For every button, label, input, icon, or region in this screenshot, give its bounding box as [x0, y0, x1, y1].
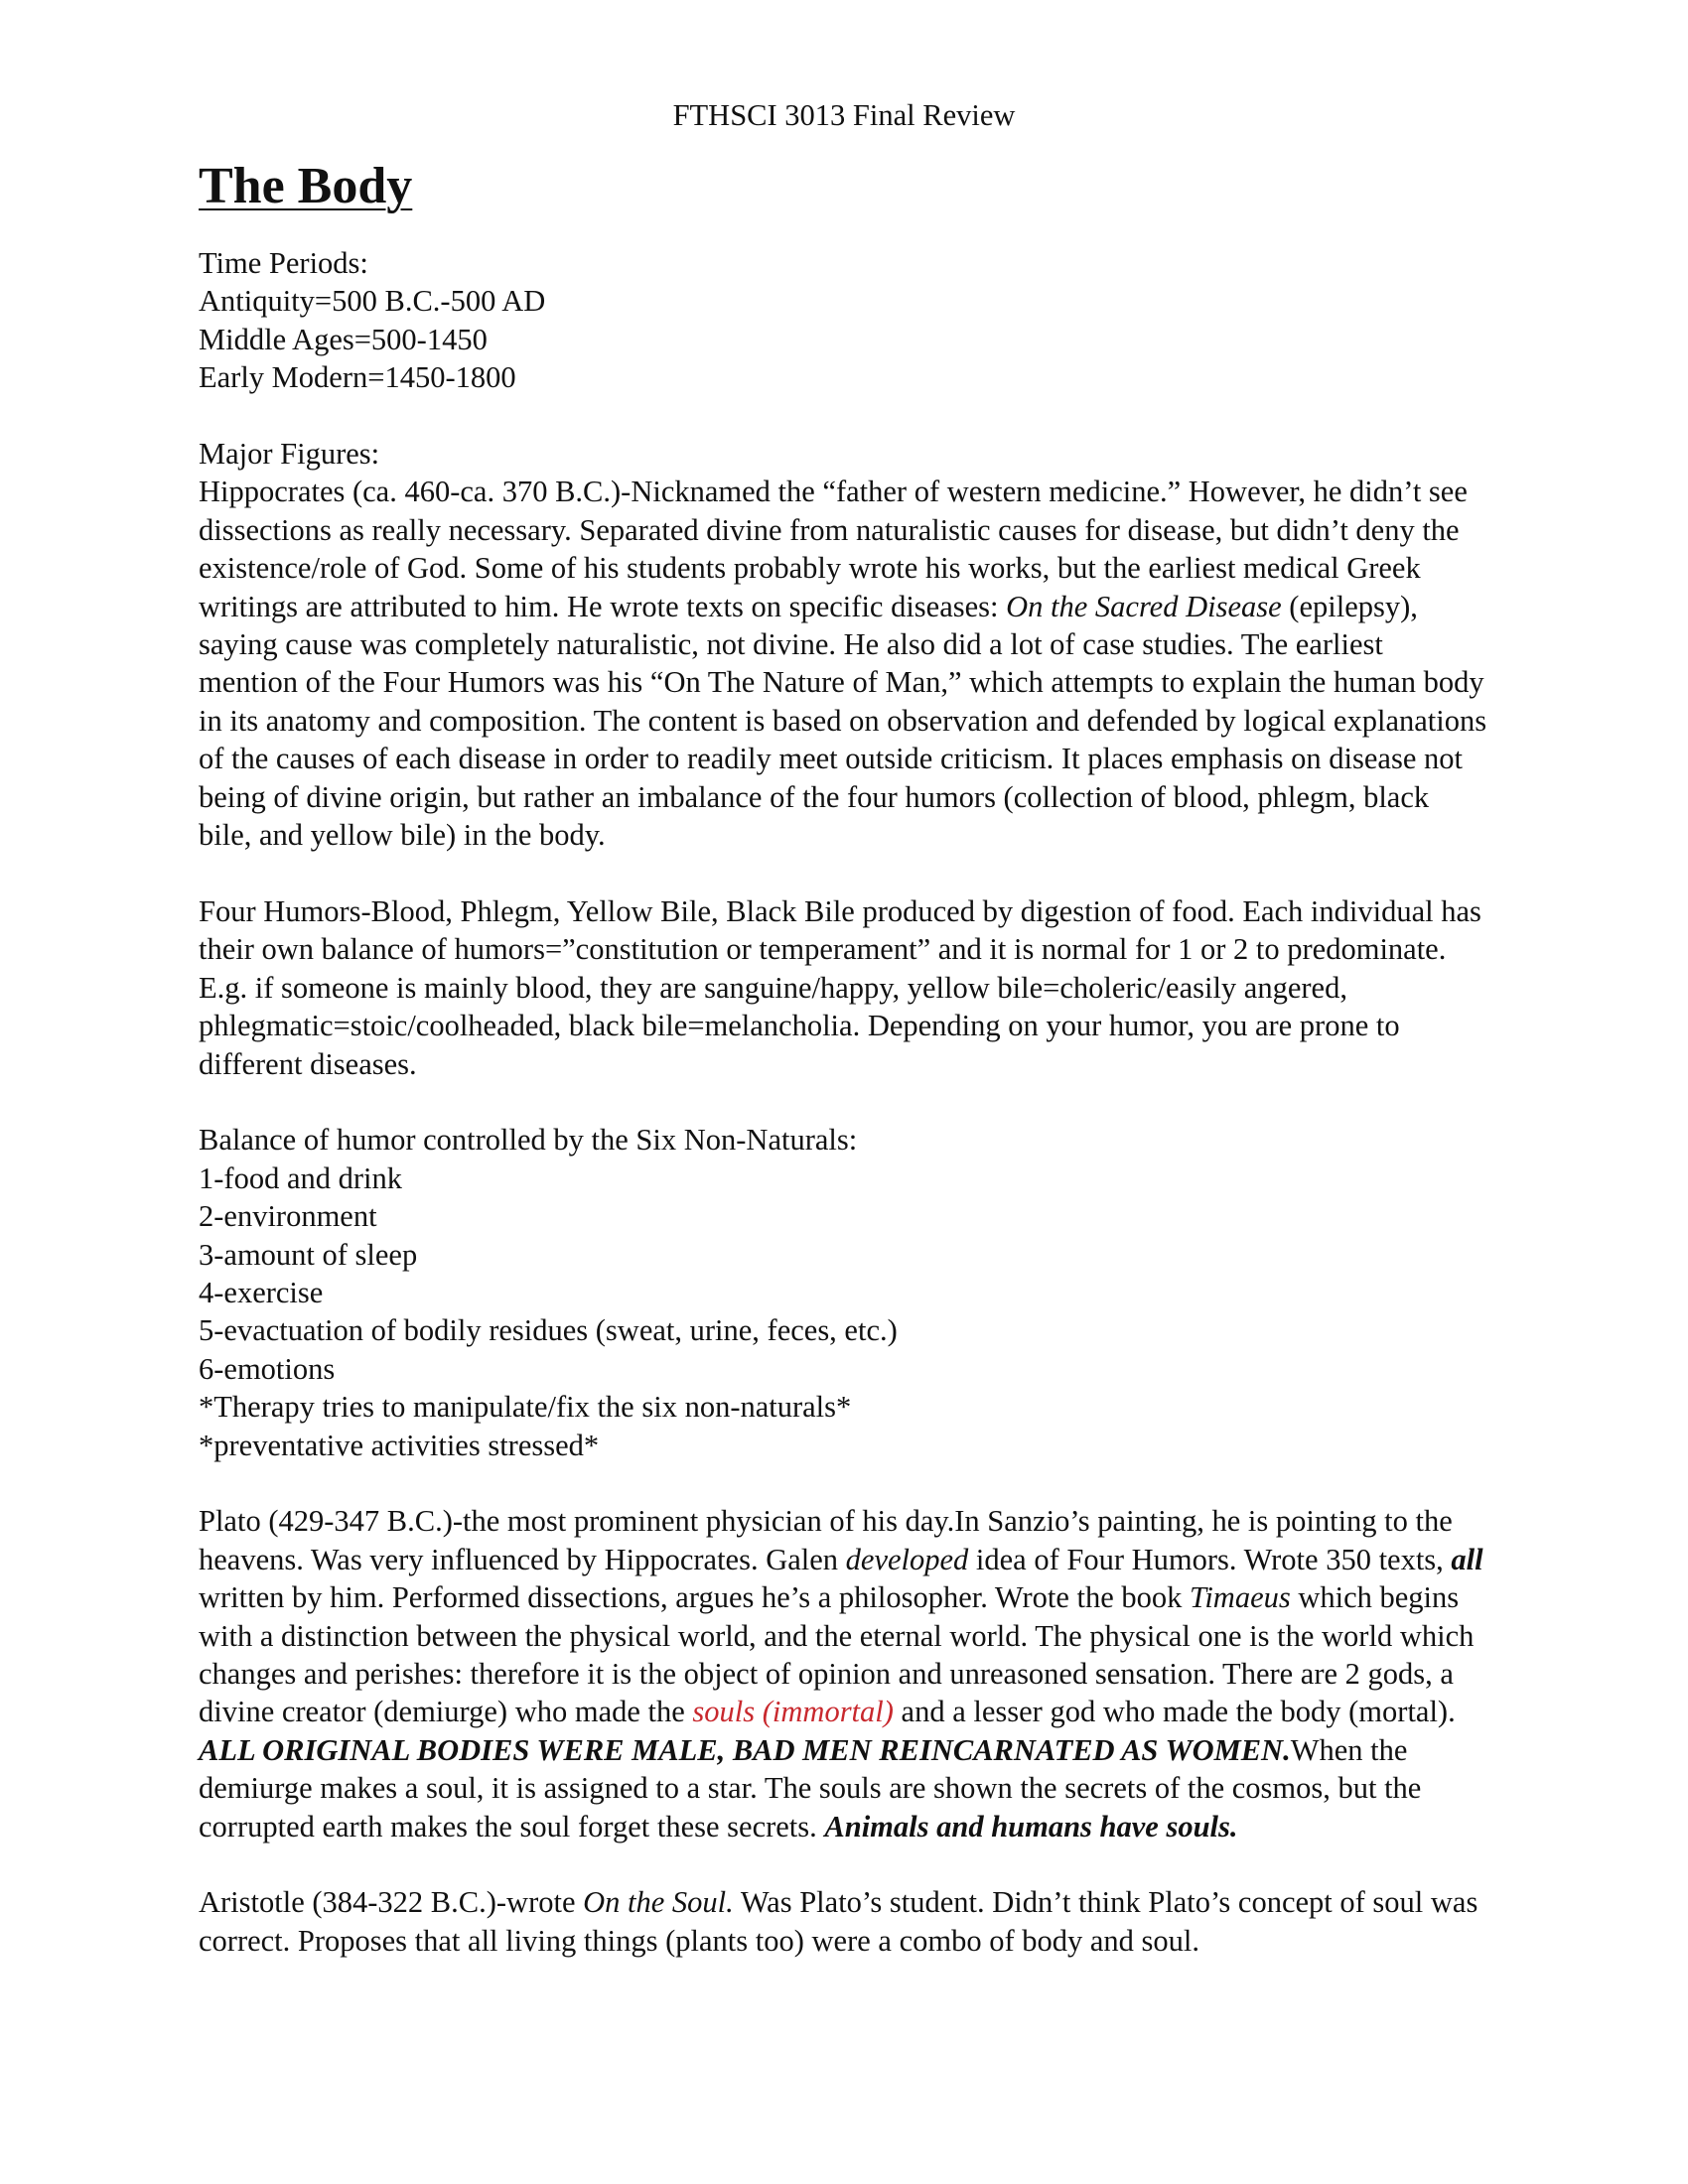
non-natural-item: 4-exercise [199, 1275, 324, 1309]
time-period-item: Middle Ages=500-1450 [199, 322, 488, 356]
plato-paragraph: Plato (429-347 B.C.)-the most prominent physician of his day.In Sanzio’s painting, he is pointing to the heavens. Was very influenced by Hippocrates. Galen developed idea of Four Humors. Wrote 350 texts, all written by him. Performed dissections, argues he’s a philosopher. Wrote the book Timaeus which begins with a distinction between the physical world, and the eternal world. The physical one is the world which changes and perishes: therefore it is the object of opinion and unreasoned sensation. There are 2 gods, a divine creator (demiurge) who made the souls (immortal) and a lesser god who made the body (mortal). ALL ORIGINAL BODIES WERE MALE, BAD MEN REINCARNATED AS WOMEN.When the demiurge makes a soul, it is assigned to a star. The souls are shown the secrets of the cosmos, but the corrupted earth makes the soul forget these secrets. Animals and humans have souls. [199, 1504, 1483, 1843]
page-header: FTHSCI 3013 Final Review [672, 98, 1016, 132]
bold-italic-statement: Animals and humans have souls. [824, 1809, 1238, 1843]
non-natural-item: 5-evactuation of bodily residues (sweat, urine, feces, etc.) [199, 1313, 898, 1348]
bold-italic-statement: ALL ORIGINAL BODIES WERE MALE, BAD MEN REINCARNATED AS WOMEN. [199, 1732, 1291, 1767]
non-natural-item: 2-environment [199, 1199, 377, 1234]
souls-highlight: souls (immortal) [692, 1695, 894, 1729]
document-page [199, 95, 1489, 1998]
non-naturals-heading: Balance of humor controlled by the Six Non-Naturals: [199, 1123, 858, 1158]
four-humors-paragraph: Four Humors-Blood, Phlegm, Yellow Bile, Black Bile produced by digestion of food. Each individual has their own balance of humors=”constitution or temperament” and it is normal for 1 or 2 to predominate. E.g. if someone is mainly blood, they are sanguine/happy, yellow bile=choleric/easily angered, phlegmatic=stoic/coolheaded, black bile=melancholia. Depending on your humor, you are prone to different diseases. [199, 893, 1481, 1081]
therapy-note: *Therapy tries to manipulate/fix the six non-naturals* [199, 1390, 852, 1425]
time-periods-section [199, 244, 1489, 397]
non-naturals-section [199, 1121, 1489, 1464]
non-natural-item: 1-food and drink [199, 1160, 402, 1195]
page-title: The Body [199, 158, 413, 214]
major-figures-section [199, 435, 1489, 854]
time-period-item: Early Modern=1450-1800 [199, 360, 516, 395]
aristotle-paragraph: Aristotle (384-322 B.C.)-wrote On the Soul. Was Plato’s student. Didn’t think Plato’s concept of soul was correct. Proposes that all living things (plants too) were a combo of body and soul. [199, 1885, 1478, 1958]
time-period-item: Antiquity=500 B.C.-500 AD [199, 284, 546, 319]
preventative-note: *preventative activities stressed* [199, 1428, 600, 1462]
non-natural-item: 3-amount of sleep [199, 1237, 418, 1272]
non-natural-item: 6-emotions [199, 1351, 336, 1386]
hippocrates-paragraph: Hippocrates (ca. 460-ca. 370 B.C.)-Nicknamed the “father of western medicine.” However, he didn’t see dissections as really necessary. Separated divine from naturalistic causes for disease, but didn’t deny the existence/role of God. Some of his students probably wrote his works, but the earliest medical Greek writings are attributed to him. He wrote texts on specific diseases: On the Sacred Disease (epilepsy), saying cause was completely naturalistic, not divine. He also did a lot of case studies. The earliest mention of the Four Humors was his “On The Nature of Man,” which attempts to explain the human body in its anatomy and composition. The content is based on observation and defended by logical explanations of the causes of each disease in order to readily meet outside criticism. It places emphasis on disease not being of divine origin, but rather an imbalance of the four humors (collection of blood, phlegm, black bile, and yellow bile) in the body. [199, 475, 1487, 853]
major-figures-heading: Major Figures: [199, 437, 380, 472]
time-periods-heading: Time Periods: [199, 246, 368, 280]
